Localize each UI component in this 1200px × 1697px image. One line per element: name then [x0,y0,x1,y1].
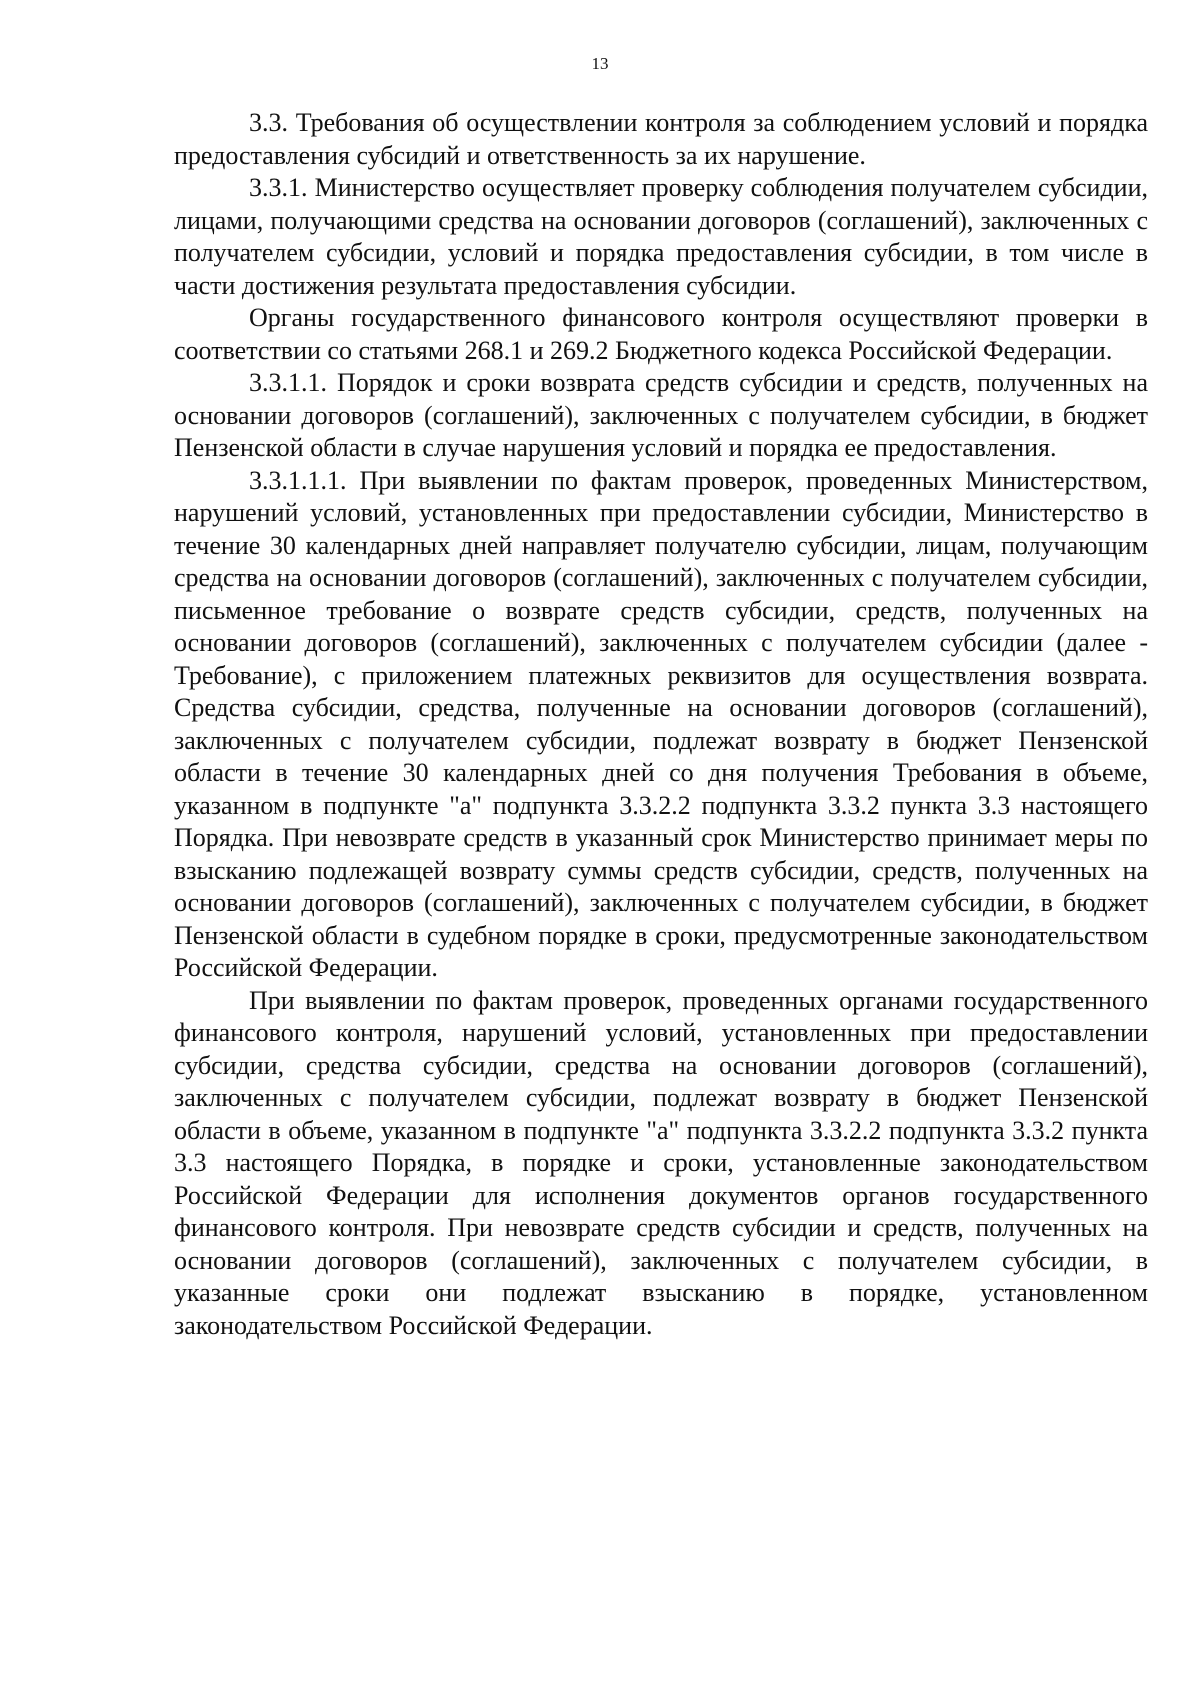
paragraph-financial-control-violations: При выявлении по фактам проверок, проведенных органами государственного финансового контроля, нарушений условий, установленных при предоставлении субсидии, средства субсидии, средства на основании договоров (соглашений), заключенных с получателем субсидии, подлежат возврату в бюджет Пензенской области в объеме, указанном в подпункте "а" подпункта 3.3.2.2 подпункта 3.3.2 пункта 3.3 настоящего Порядка, в порядке и сроки, установленные законодательством Российской Федерации для исполнения документов органов государственного финансового контроля. При невозврате средств субсидии и средств, полученных на основании договоров (соглашений), заключенных с получателем субсидии, в указанные сроки они подлежат взысканию в порядке, установленном законодательством Российской Федерации. [174,985,1148,1340]
paragraph-3-3-1: 3.3.1. Министерство осуществляет проверку соблюдения получателем субсидии, лицами, получающими средства на основании договоров (соглашений), заключенных с получателем субсидии, условий и порядка предоставления субсидии, в том числе в части достижения результата предоставления субсидии. [174,173,1148,300]
paragraph-financial-control-bodies: Органы государственного финансового контроля осуществляют проверки в соответствии со статьями 268.1 и 269.2 Бюджетного кодекса Российской Федерации. [174,303,1148,365]
document-body [174,107,1148,1342]
paragraph-3-3-1-1: 3.3.1.1. Порядок и сроки возврата средств субсидии и средств, полученных на основании договоров (соглашений), заключенных с получателем субсидии, в бюджет Пензенской области в случае нарушения условий и порядка ее предоставления. [174,368,1148,462]
paragraph-3-3-heading: 3.3. Требования об осуществлении контроля за соблюдением условий и порядка предоставления субсидий и ответственность за их нарушение. [174,108,1148,170]
paragraph-3-3-1-1-1: 3.3.1.1.1. При выявлении по фактам проверок, проведенных Министерством, нарушений условий, установленных при предоставлении субсидии, Министерство в течение 30 календарных дней направляет получателю субсидии, лицам, получающим средства на основании договоров (соглашений), заключенных с получателем субсидии, письменное требование о возврате средств субсидии, средств, полученных на основании договоров (соглашений), заключенных с получателем субсидии (далее - Требование), с приложением платежных реквизитов для осуществления возврата. Средства субсидии, средства, полученные на основании договоров (соглашений), заключенных с получателем субсидии, подлежат возврату в бюджет Пензенской области в течение 30 календарных дней со дня получения Требования в объеме, указанном в подпункте "а" подпункта 3.3.2.2 подпункта 3.3.2 пункта 3.3 настоящего Порядка. При невозврате средств в указанный срок Министерство принимает меры по взысканию подлежащей возврату суммы средств субсидии, средств, полученных на основании договоров (соглашений), заключенных с получателем субсидии, в бюджет Пензенской области в судебном порядке в сроки, предусмотренные законодательством Российской Федерации. [174,465,1148,982]
page-number: 13 [591,54,609,73]
